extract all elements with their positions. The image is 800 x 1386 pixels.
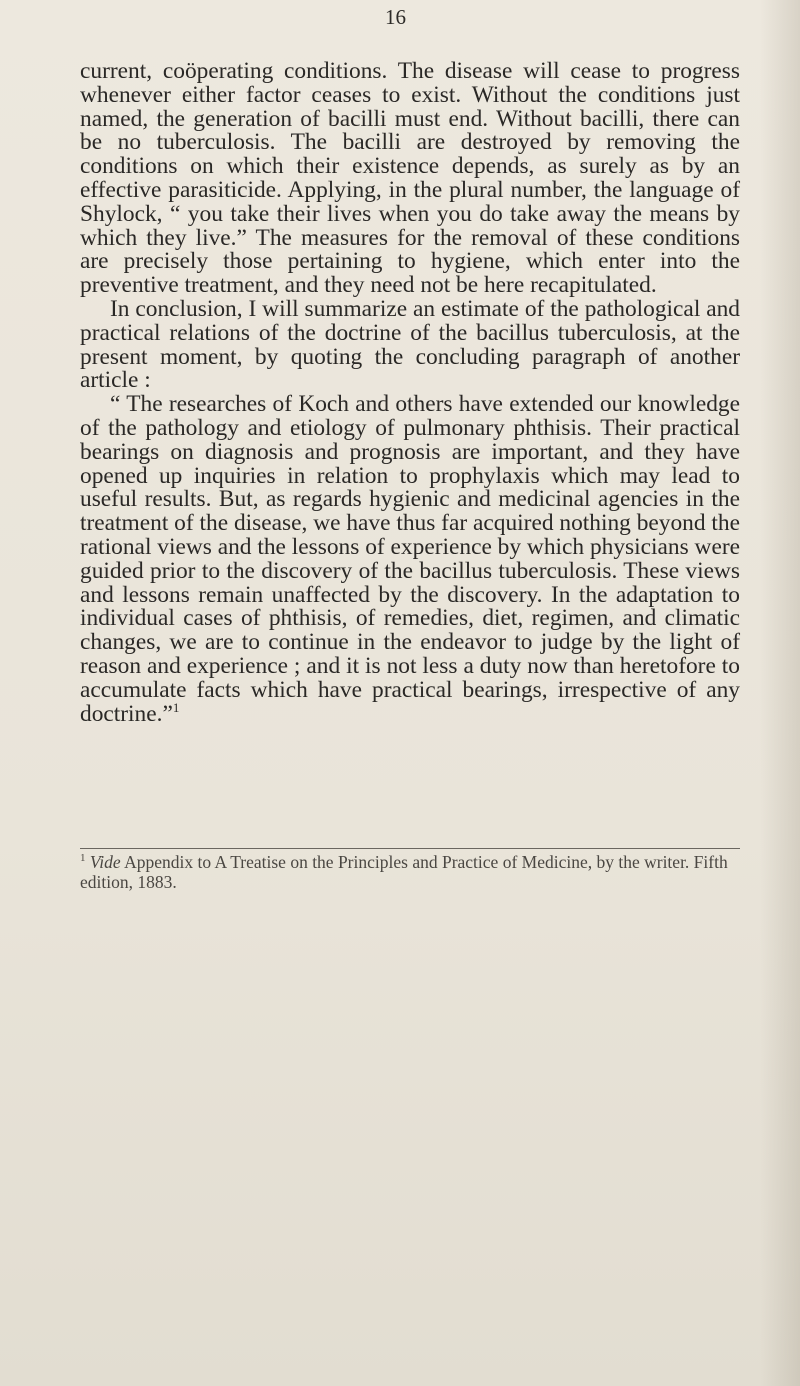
paragraph-1: current, coöperating conditions. The disease will cease to progress whenever either factor ceases to exist. Without the conditions just named, the generation of bacilli must end. Without bacilli, there can be no tuberculosis. The bacilli are destroyed by removing the conditions on which their existence depends, as surely as by an effective parasiticide. Applying, in the plural number, the language of Shylock, “ you take their lives when you do take away the means by which they live.” The measures for the removal of these conditions are precisely those pertaining to hygiene, which enter into the preventive treatment, and they need not be here recapitulated.	[80, 58, 740, 299]
page-edge-shadow	[760, 0, 800, 1386]
paragraph-2: In conclusion, I will summarize an estimate of the pathological and practical relations of the doctrine of the bacillus tuberculosis, at the present moment, by quoting the concluding paragraph of another article :	[80, 295, 740, 394]
footnote-text: Appendix to A Treatise on the Principles and Practice of Medicine, by the writer. Fifth edition, 1883.	[80, 852, 728, 892]
quote-text: “ The researches of Koch and others have extended our knowledge of the pathology and etiology of pulmonary phthisis. Their practical bearings on diagnosis and prognosis are important, and they have opened up inquiries in relation to prophylaxis which may lead to useful results. But, as regards hygienic and medicinal agencies in the treatment of the disease, we have thus far acquired nothing beyond the rational views and the lessons of experience by which physicians were guided prior to the discovery of the bacillus tuberculosis. These views and lessons remain unaffected by the discovery. In the adaptation to individual cases of phthisis, of remedies, diet, regimen, and climatic changes, we are to continue in the endeavor to judge by the light of reason and experience ; and it is not less a duty now than heretofore to accumulate facts which have practical bearings, irrespective of any doctrine.”	[80, 391, 740, 727]
footnote-divider	[80, 848, 740, 849]
footnote-vide: Vide	[89, 852, 121, 872]
footnote	[80, 852, 750, 892]
footnote-mark: 1	[80, 852, 86, 865]
paragraph-3-quote	[80, 393, 740, 726]
body-text	[80, 60, 740, 726]
footnote-reference: 1	[172, 699, 180, 715]
page-number: 16	[385, 5, 406, 29]
